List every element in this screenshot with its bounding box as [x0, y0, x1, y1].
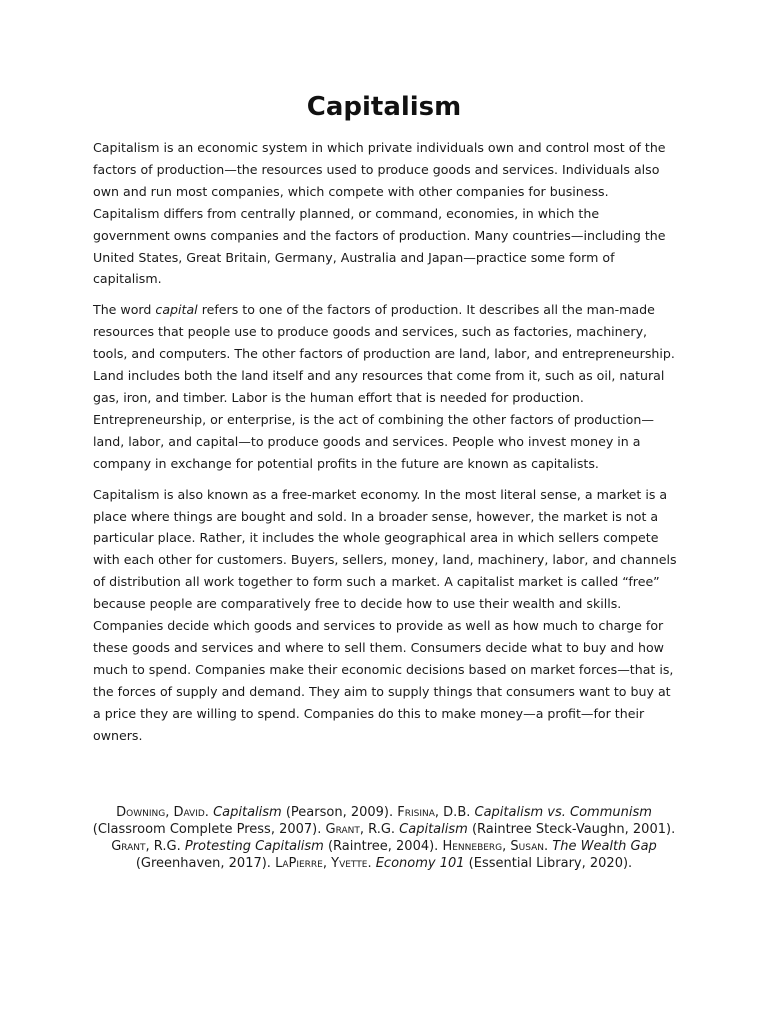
page-title: Capitalism — [306, 92, 462, 122]
paragraph-1: Capitalism is an economic system in which private individuals own and control most of the factors of production—the resources used to produce goods and services. Individuals also own and run most companies, which compete with other companies for business. Capitalism differs from centrally planned, or command, economies, in which the government owns companies and the factors of production. Many countries—including the United States, Great Britain, Germany, Australia and Japan—practice some form of capitalism. — [93, 140, 666, 287]
reference-publisher: (Pearson, 2009). — [285, 805, 394, 820]
reference-publisher: (Classroom Complete Press, 2007). — [92, 822, 322, 837]
paragraph-2-italic-word: capital — [155, 302, 198, 318]
reference-author: Downing, David — [116, 805, 205, 820]
reference-title: Capitalism — [213, 805, 282, 820]
reference-title: Economy 101 — [375, 856, 465, 871]
paragraph-2-rest: refers to one of the factors of production. It describes all the man-made resources that people use to produce goods and services, such as factories, machinery, tools, and computers. The other factors of production are land, labor, and entrepreneurship. Land includes both the land itself and any resources that come from it, such as oil, natural gas, iron, and timber. Labor is the human effort that is needed for production. Entrepreneurship, or enterprise, is the act of combining the other factors of production—land, labor, and capital—to produce goods and services. People who invest money in a company in exchange for potential profits in the future are known as capitalists. — [93, 302, 675, 471]
reference-author: Grant, R.G — [325, 822, 391, 837]
reference-author: Frisina, D.B — [397, 805, 467, 820]
reference-publisher: (Essential Library, 2020). — [468, 856, 633, 871]
paragraph-2 — [93, 299, 679, 474]
reference-title: Protesting Capitalism — [184, 839, 324, 854]
reference-entry: Henneberg, Susan. The Wealth Gap (Greenhaven, 2017). — [135, 839, 657, 871]
reference-title: Capitalism vs. Communism — [474, 805, 652, 820]
reference-publisher: (Raintree Steck-Vaughn, 2001). — [471, 822, 676, 837]
reference-author: LaPierre, Yvette — [275, 856, 368, 871]
reference-title: The Wealth Gap — [552, 839, 657, 854]
document-body — [93, 137, 679, 755]
paragraph-2-lead: The word — [93, 302, 156, 318]
reference-entry: Frisina, D.B. Capitalism vs. Communism (Classroom Complete Press, 2007). — [92, 805, 652, 837]
reference-author: Grant, R.G — [111, 839, 177, 854]
reference-title: Capitalism — [399, 822, 468, 837]
reference-entry: LaPierre, Yvette. Economy 101 (Essential Library, 2020). — [275, 856, 633, 871]
references — [86, 804, 682, 872]
reference-entry: Grant, R.G. Capitalism (Raintree Steck-Vaughn, 2001). — [325, 822, 676, 837]
paragraph-3: Capitalism is also known as a free-market economy. In the most literal sense, a market is a place where things are bought and sold. In a broader sense, however, the market is not a particular place. Rather, it includes the whole geographical area in which sellers compete with each other for customers. Buyers, sellers, money, land, machinery, labor, and channels of distribution all work together to form such a market. A capitalist market is called “free” because people are comparatively free to decide how to use their wealth and skills. Companies decide which goods and services to provide as well as how much to charge for these goods and services and where to sell them. Consumers decide what to buy and how much to spend. Companies make their economic decisions based on market forces—that is, the forces of supply and demand. They aim to supply things that consumers want to buy at a price they are willing to spend. Companies do this to make money—a profit—for their owners. — [93, 486, 677, 743]
reference-publisher: (Raintree, 2004). — [327, 839, 439, 854]
reference-publisher: (Greenhaven, 2017). — [135, 856, 271, 871]
reference-author: Henneberg, Susan — [442, 839, 545, 854]
reference-entry: Grant, R.G. Protesting Capitalism (Raintree, 2004). — [111, 839, 439, 854]
reference-entry: Downing, David. Capitalism (Pearson, 2009). — [116, 805, 394, 820]
